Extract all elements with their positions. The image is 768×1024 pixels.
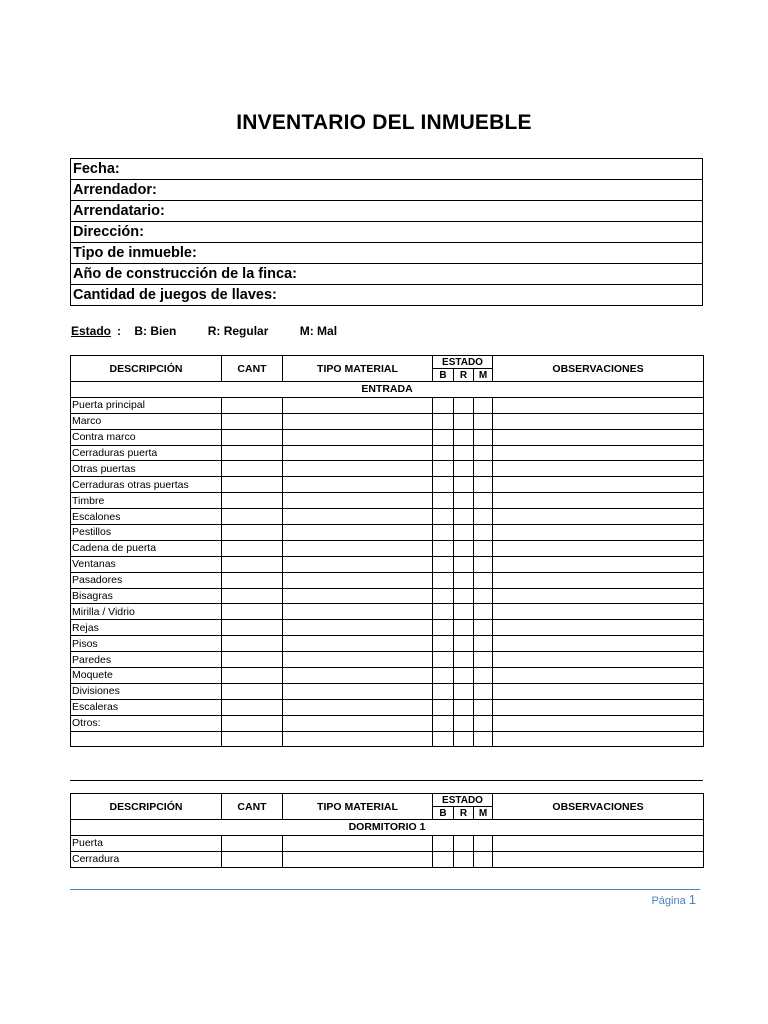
- item-estado-b[interactable]: [433, 620, 454, 636]
- item-descripcion: Escaleras: [71, 699, 222, 715]
- legend-mal: M: Mal: [299, 324, 338, 338]
- item-observaciones[interactable]: [493, 835, 704, 851]
- item-observaciones[interactable]: [493, 445, 704, 461]
- item-observaciones[interactable]: [493, 636, 704, 652]
- item-observaciones[interactable]: [493, 652, 704, 668]
- table-row: [71, 715, 704, 731]
- item-estado-r[interactable]: [454, 851, 474, 867]
- item-observaciones[interactable]: [493, 461, 704, 477]
- info-field-label: Dirección:: [71, 222, 703, 243]
- header-estado-m: M: [474, 369, 493, 382]
- item-tipo-material[interactable]: [283, 699, 433, 715]
- item-observaciones[interactable]: [493, 699, 704, 715]
- table-row: [71, 525, 704, 541]
- item-observaciones[interactable]: [493, 588, 704, 604]
- item-observaciones[interactable]: [493, 540, 704, 556]
- item-observaciones[interactable]: [493, 668, 704, 684]
- table-row: [71, 540, 704, 556]
- item-estado-b[interactable]: [433, 477, 454, 493]
- table-row: [71, 572, 704, 588]
- item-estado-r[interactable]: [454, 493, 474, 509]
- item-observaciones[interactable]: [493, 683, 704, 699]
- info-field-label: Cantidad de juegos de llaves:: [71, 285, 703, 306]
- table-row: [71, 509, 704, 525]
- item-cant[interactable]: [222, 652, 283, 668]
- item-estado-m[interactable]: [474, 636, 493, 652]
- item-descripcion: Puerta principal: [71, 397, 222, 413]
- legend-bien: B: Bien: [134, 324, 177, 338]
- page-label: Página: [651, 895, 686, 907]
- item-estado-r[interactable]: [454, 540, 474, 556]
- item-estado-r[interactable]: [454, 731, 474, 747]
- item-estado-r[interactable]: [454, 604, 474, 620]
- item-tipo-material[interactable]: [283, 477, 433, 493]
- header-descripcion: DESCRIPCIÓN: [71, 356, 222, 382]
- item-descripcion: Pisos: [71, 636, 222, 652]
- item-estado-b[interactable]: [433, 683, 454, 699]
- item-observaciones[interactable]: [493, 493, 704, 509]
- item-cant[interactable]: [222, 731, 283, 747]
- info-row: [71, 201, 703, 222]
- item-estado-m[interactable]: [474, 835, 493, 851]
- item-estado-b[interactable]: [433, 835, 454, 851]
- item-cant[interactable]: [222, 851, 283, 867]
- item-estado-r[interactable]: [454, 699, 474, 715]
- table-row: [71, 652, 704, 668]
- table-row: [71, 851, 704, 867]
- info-row: [71, 180, 703, 201]
- item-descripcion: Contra marco: [71, 429, 222, 445]
- item-estado-b[interactable]: [433, 699, 454, 715]
- item-cant[interactable]: [222, 413, 283, 429]
- item-estado-m[interactable]: [474, 397, 493, 413]
- item-cant[interactable]: [222, 509, 283, 525]
- item-cant[interactable]: [222, 477, 283, 493]
- table-row: [71, 397, 704, 413]
- section-row: [71, 820, 704, 836]
- item-estado-r[interactable]: [454, 835, 474, 851]
- item-cant[interactable]: [222, 525, 283, 541]
- inventory-table-entrada: [70, 355, 704, 747]
- item-estado-b[interactable]: [433, 461, 454, 477]
- item-estado-m[interactable]: [474, 493, 493, 509]
- header-cant: CANT: [222, 356, 283, 382]
- item-estado-r[interactable]: [454, 715, 474, 731]
- item-tipo-material[interactable]: [283, 668, 433, 684]
- item-estado-m[interactable]: [474, 851, 493, 867]
- item-descripcion: Rejas: [71, 620, 222, 636]
- item-cant[interactable]: [222, 668, 283, 684]
- item-estado-r[interactable]: [454, 413, 474, 429]
- item-descripcion: Cerradura: [71, 851, 222, 867]
- item-observaciones[interactable]: [493, 397, 704, 413]
- item-estado-m[interactable]: [474, 509, 493, 525]
- item-estado-r[interactable]: [454, 525, 474, 541]
- legend-regular: R: Regular: [207, 324, 269, 338]
- item-observaciones[interactable]: [493, 604, 704, 620]
- item-estado-m[interactable]: [474, 429, 493, 445]
- item-estado-r[interactable]: [454, 556, 474, 572]
- item-estado-m[interactable]: [474, 540, 493, 556]
- item-tipo-material[interactable]: [283, 429, 433, 445]
- item-tipo-material[interactable]: [283, 683, 433, 699]
- item-estado-r[interactable]: [454, 652, 474, 668]
- item-descripcion: Otras puertas: [71, 461, 222, 477]
- item-cant[interactable]: [222, 540, 283, 556]
- item-descripcion: Ventanas: [71, 556, 222, 572]
- info-field-label: Tipo de inmueble:: [71, 243, 703, 264]
- item-tipo-material[interactable]: [283, 851, 433, 867]
- item-observaciones[interactable]: [493, 477, 704, 493]
- item-observaciones[interactable]: [493, 715, 704, 731]
- item-estado-b[interactable]: [433, 445, 454, 461]
- item-cant[interactable]: [222, 620, 283, 636]
- page-title: INVENTARIO DEL INMUEBLE: [236, 111, 532, 134]
- item-estado-m[interactable]: [474, 556, 493, 572]
- item-descripcion: Mirilla / Vidrio: [71, 604, 222, 620]
- page-number: [651, 892, 696, 907]
- header-cant: CANT: [222, 794, 283, 820]
- item-observaciones[interactable]: [493, 556, 704, 572]
- item-estado-m[interactable]: [474, 620, 493, 636]
- item-estado-m[interactable]: [474, 699, 493, 715]
- section-title: ENTRADA: [71, 382, 704, 398]
- info-row: [71, 159, 703, 180]
- item-cant[interactable]: [222, 445, 283, 461]
- item-estado-b[interactable]: [433, 715, 454, 731]
- header-descripcion: DESCRIPCIÓN: [71, 794, 222, 820]
- item-cant[interactable]: [222, 556, 283, 572]
- table-row: [71, 604, 704, 620]
- item-estado-m[interactable]: [474, 445, 493, 461]
- section-title: DORMITORIO 1: [71, 820, 704, 836]
- item-observaciones[interactable]: [493, 429, 704, 445]
- item-estado-r[interactable]: [454, 683, 474, 699]
- item-estado-b[interactable]: [433, 731, 454, 747]
- item-descripcion: Timbre: [71, 493, 222, 509]
- info-row: [71, 285, 703, 306]
- info-row: [71, 222, 703, 243]
- item-estado-b[interactable]: [433, 509, 454, 525]
- item-observaciones[interactable]: [493, 731, 704, 747]
- item-tipo-material[interactable]: [283, 572, 433, 588]
- item-tipo-material[interactable]: [283, 620, 433, 636]
- item-descripcion: Divisiones: [71, 683, 222, 699]
- item-tipo-material[interactable]: [283, 604, 433, 620]
- info-field-label: Fecha:: [71, 159, 703, 180]
- item-estado-b[interactable]: [433, 652, 454, 668]
- header-observaciones: OBSERVACIONES: [493, 794, 704, 820]
- table-header-row: [71, 356, 704, 369]
- item-estado-b[interactable]: [433, 588, 454, 604]
- info-field-label: Año de construcción de la finca:: [71, 264, 703, 285]
- item-estado-m[interactable]: [474, 652, 493, 668]
- inventory-table-dormitorio: [70, 793, 704, 868]
- item-estado-m[interactable]: [474, 461, 493, 477]
- item-descripcion: Moquete: [71, 668, 222, 684]
- table-row: [71, 636, 704, 652]
- item-tipo-material[interactable]: [283, 525, 433, 541]
- item-descripcion: Otros:: [71, 715, 222, 731]
- footer-line: [70, 889, 700, 890]
- info-row: [71, 243, 703, 264]
- item-descripcion: Cerraduras puerta: [71, 445, 222, 461]
- item-estado-m[interactable]: [474, 588, 493, 604]
- item-cant[interactable]: [222, 493, 283, 509]
- item-descripcion: Paredes: [71, 652, 222, 668]
- item-estado-b[interactable]: [433, 429, 454, 445]
- item-cant[interactable]: [222, 588, 283, 604]
- item-tipo-material[interactable]: [283, 509, 433, 525]
- item-estado-r[interactable]: [454, 477, 474, 493]
- item-descripcion: Marco: [71, 413, 222, 429]
- table-row: [71, 588, 704, 604]
- table-header-row: [71, 794, 704, 807]
- item-cant[interactable]: [222, 572, 283, 588]
- item-estado-r[interactable]: [454, 461, 474, 477]
- info-table: [70, 158, 703, 306]
- table-row: [71, 477, 704, 493]
- item-estado-b[interactable]: [433, 540, 454, 556]
- header-tipo-material: TIPO MATERIAL: [283, 794, 433, 820]
- header-estado: ESTADO: [433, 794, 493, 807]
- header-estado-b: B: [433, 807, 454, 820]
- estado-legend: [71, 324, 343, 338]
- item-cant[interactable]: [222, 683, 283, 699]
- item-cant[interactable]: [222, 715, 283, 731]
- item-observaciones[interactable]: [493, 572, 704, 588]
- header-estado-m: M: [474, 807, 493, 820]
- item-tipo-material[interactable]: [283, 445, 433, 461]
- item-cant[interactable]: [222, 429, 283, 445]
- table-row: [71, 683, 704, 699]
- item-estado-b[interactable]: [433, 556, 454, 572]
- item-tipo-material[interactable]: [283, 731, 433, 747]
- item-estado-m[interactable]: [474, 477, 493, 493]
- header-estado: ESTADO: [433, 356, 493, 369]
- item-observaciones[interactable]: [493, 413, 704, 429]
- item-cant[interactable]: [222, 636, 283, 652]
- item-observaciones[interactable]: [493, 509, 704, 525]
- item-estado-b[interactable]: [433, 397, 454, 413]
- item-descripcion: Cerraduras otras puertas: [71, 477, 222, 493]
- item-tipo-material[interactable]: [283, 493, 433, 509]
- item-tipo-material[interactable]: [283, 636, 433, 652]
- table-row: [71, 731, 704, 747]
- item-estado-r[interactable]: [454, 509, 474, 525]
- item-estado-m[interactable]: [474, 413, 493, 429]
- item-descripcion: Pasadores: [71, 572, 222, 588]
- item-tipo-material[interactable]: [283, 715, 433, 731]
- header-observaciones: OBSERVACIONES: [493, 356, 704, 382]
- item-estado-b[interactable]: [433, 668, 454, 684]
- section-row: [71, 382, 704, 398]
- item-observaciones[interactable]: [493, 851, 704, 867]
- item-estado-r[interactable]: [454, 620, 474, 636]
- item-cant[interactable]: [222, 604, 283, 620]
- item-descripcion: Pestillos: [71, 525, 222, 541]
- item-observaciones[interactable]: [493, 525, 704, 541]
- item-tipo-material[interactable]: [283, 556, 433, 572]
- table-row: [71, 699, 704, 715]
- item-estado-r[interactable]: [454, 445, 474, 461]
- item-descripcion: Bisagras: [71, 588, 222, 604]
- item-descripcion: Escalones: [71, 509, 222, 525]
- item-estado-r[interactable]: [454, 429, 474, 445]
- item-estado-r[interactable]: [454, 588, 474, 604]
- item-estado-r[interactable]: [454, 572, 474, 588]
- header-estado-r: R: [454, 807, 474, 820]
- header-tipo-material: TIPO MATERIAL: [283, 356, 433, 382]
- table-row: [71, 461, 704, 477]
- item-estado-r[interactable]: [454, 397, 474, 413]
- item-tipo-material[interactable]: [283, 835, 433, 851]
- item-tipo-material[interactable]: [283, 461, 433, 477]
- item-tipo-material[interactable]: [283, 588, 433, 604]
- item-tipo-material[interactable]: [283, 397, 433, 413]
- item-estado-b[interactable]: [433, 493, 454, 509]
- item-estado-m[interactable]: [474, 731, 493, 747]
- item-estado-b[interactable]: [433, 604, 454, 620]
- item-estado-m[interactable]: [474, 604, 493, 620]
- item-estado-m[interactable]: [474, 715, 493, 731]
- item-estado-m[interactable]: [474, 683, 493, 699]
- item-tipo-material[interactable]: [283, 652, 433, 668]
- item-estado-b[interactable]: [433, 572, 454, 588]
- item-estado-m[interactable]: [474, 668, 493, 684]
- table-row: [71, 445, 704, 461]
- table-row: [71, 429, 704, 445]
- legend-colon: :: [117, 324, 122, 338]
- info-field-label: Arrendatario:: [71, 201, 703, 222]
- item-tipo-material[interactable]: [283, 540, 433, 556]
- table-row: [71, 620, 704, 636]
- item-cant[interactable]: [222, 699, 283, 715]
- item-cant[interactable]: [222, 835, 283, 851]
- header-estado-r: R: [454, 369, 474, 382]
- item-descripcion: Cadena de puerta: [71, 540, 222, 556]
- item-estado-b[interactable]: [433, 636, 454, 652]
- item-observaciones[interactable]: [493, 620, 704, 636]
- item-estado-m[interactable]: [474, 572, 493, 588]
- table-row: [71, 835, 704, 851]
- item-cant[interactable]: [222, 397, 283, 413]
- info-field-label: Arrendador:: [71, 180, 703, 201]
- item-estado-b[interactable]: [433, 525, 454, 541]
- item-estado-b[interactable]: [433, 413, 454, 429]
- item-estado-m[interactable]: [474, 525, 493, 541]
- item-cant[interactable]: [222, 461, 283, 477]
- header-estado-b: B: [433, 369, 454, 382]
- info-row: [71, 264, 703, 285]
- legend-label: Estado: [71, 324, 112, 338]
- page-number-value: 1: [688, 892, 696, 907]
- item-estado-r[interactable]: [454, 668, 474, 684]
- section-separator: [70, 780, 703, 781]
- item-estado-b[interactable]: [433, 851, 454, 867]
- item-descripcion: [71, 731, 222, 747]
- item-estado-r[interactable]: [454, 636, 474, 652]
- table-row: [71, 493, 704, 509]
- table-row: [71, 668, 704, 684]
- table-row: [71, 413, 704, 429]
- item-tipo-material[interactable]: [283, 413, 433, 429]
- table-row: [71, 556, 704, 572]
- item-descripcion: Puerta: [71, 835, 222, 851]
